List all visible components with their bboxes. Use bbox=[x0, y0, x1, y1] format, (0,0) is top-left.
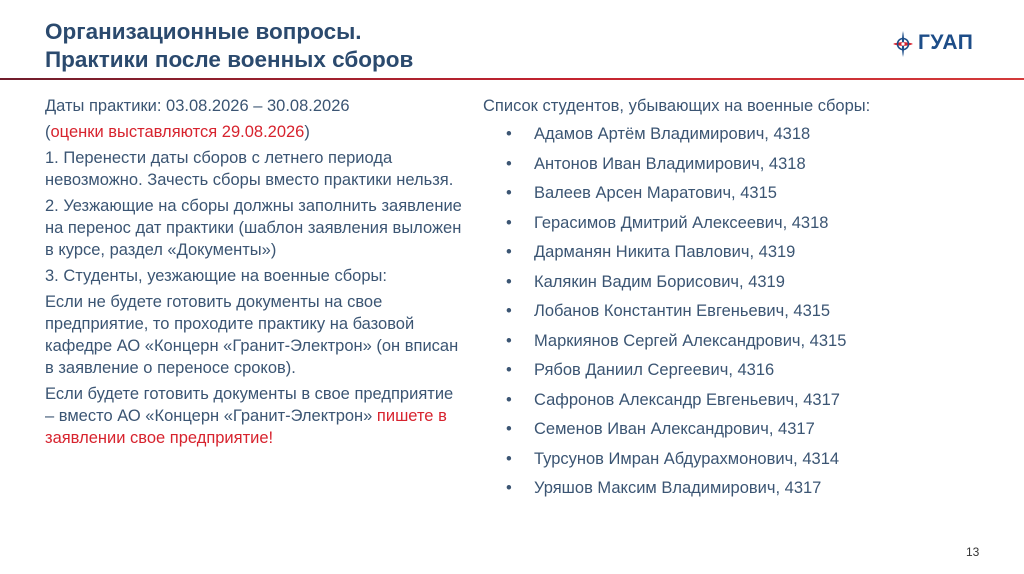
list-item bbox=[483, 123, 1003, 153]
list-item bbox=[483, 389, 1003, 419]
grades-date-highlight: оценки выставляются 29.08.2026 bbox=[50, 123, 305, 141]
header-divider bbox=[0, 78, 1024, 80]
list-item bbox=[483, 300, 1003, 330]
bullet-icon: • bbox=[506, 154, 512, 173]
list-item bbox=[483, 448, 1003, 478]
bullet-icon: • bbox=[506, 479, 512, 497]
students-heading: Список студентов, убывающих на военные сборы: bbox=[483, 97, 871, 115]
list-item bbox=[483, 271, 1003, 301]
paragraph-own-company bbox=[45, 383, 465, 449]
student-name: Турсунов Имран Абдурахмонович, 4314 bbox=[534, 449, 840, 468]
grades-note bbox=[45, 121, 465, 143]
student-name: Калякин Вадим Борисович, 4319 bbox=[534, 272, 785, 291]
item-3: 3. Студенты, уезжающие на военные сборы: bbox=[45, 267, 387, 285]
bullet-icon: • bbox=[506, 361, 512, 379]
own-company-text: Если будете готовить документы в свое предприятие – вместо АО «Концерн «Гранит-Электрон» bbox=[45, 385, 454, 425]
student-name: Лобанов Константин Евгеньевич, 4315 bbox=[534, 302, 831, 320]
item-1: 1. Перенести даты сборов с летнего периода невозможно. Зачесть сборы вместо практики нельзя. bbox=[45, 149, 454, 189]
list-item bbox=[483, 418, 1003, 448]
student-name: Уряшов Максим Владимирович, 4317 bbox=[534, 479, 822, 497]
right-column bbox=[483, 95, 1003, 507]
page-title bbox=[45, 18, 413, 74]
grades-open-paren: ( bbox=[45, 123, 51, 141]
left-column bbox=[45, 95, 465, 453]
bullet-icon: • bbox=[506, 243, 512, 261]
student-name: Герасимов Дмитрий Алексеевич, 4318 bbox=[534, 213, 829, 232]
list-item bbox=[483, 477, 1003, 507]
student-name: Дарманян Никита Павлович, 4319 bbox=[534, 243, 796, 261]
page-number: 13 bbox=[966, 545, 980, 559]
student-name: Адамов Артём Владимирович, 4318 bbox=[534, 125, 811, 143]
list-item bbox=[483, 153, 1003, 183]
list-item bbox=[483, 182, 1003, 212]
paragraph-no-documents: Если не будете готовить документы на свое предприятие, то проходите практику на базовой кафедре АО «Концерн «Гранит-Электрон» (он вписан в заявление о переносе сроков). bbox=[45, 293, 459, 377]
list-item bbox=[483, 330, 1003, 360]
title-line-1: Организационные вопросы. bbox=[45, 19, 362, 44]
bullet-icon: • bbox=[506, 390, 512, 409]
list-item bbox=[483, 212, 1003, 242]
item-2: 2. Уезжающие на сборы должны заполнить заявление на перенос дат практики (шаблон заявления выложен в курсе, раздел «Документы») bbox=[45, 197, 462, 259]
grades-close-paren: ) bbox=[304, 123, 310, 141]
bullet-icon: • bbox=[506, 449, 512, 468]
practice-dates: Даты практики: 03.08.2026 – 30.08.2026 bbox=[45, 97, 350, 115]
title-line-2: Практики после военных сборов bbox=[45, 47, 414, 72]
bullet-icon: • bbox=[506, 125, 512, 143]
guap-compass-logo-icon bbox=[891, 30, 915, 58]
student-name: Сафронов Александр Евгеньевич, 4317 bbox=[534, 390, 840, 409]
student-name: Валеев Арсен Маратович, 4315 bbox=[534, 184, 777, 202]
bullet-icon: • bbox=[506, 272, 512, 291]
student-list bbox=[483, 123, 1003, 507]
bullet-icon: • bbox=[506, 331, 512, 350]
list-item bbox=[483, 241, 1003, 271]
student-name: Маркиянов Сергей Александрович, 4315 bbox=[534, 331, 847, 350]
list-item bbox=[483, 359, 1003, 389]
bullet-icon: • bbox=[506, 420, 512, 438]
student-name: Антонов Иван Владимирович, 4318 bbox=[534, 154, 806, 173]
student-name: Семенов Иван Александрович, 4317 bbox=[534, 420, 815, 438]
guap-logo bbox=[891, 30, 981, 58]
bullet-icon: • bbox=[506, 213, 512, 232]
student-name: Рябов Даниил Сергеевич, 4316 bbox=[534, 361, 775, 379]
bullet-icon: • bbox=[506, 302, 512, 320]
logo-text: ГУАП bbox=[918, 31, 974, 54]
bullet-icon: • bbox=[506, 184, 512, 202]
own-company-highlight: пишете в заявлении свое предприятие! bbox=[45, 407, 447, 447]
